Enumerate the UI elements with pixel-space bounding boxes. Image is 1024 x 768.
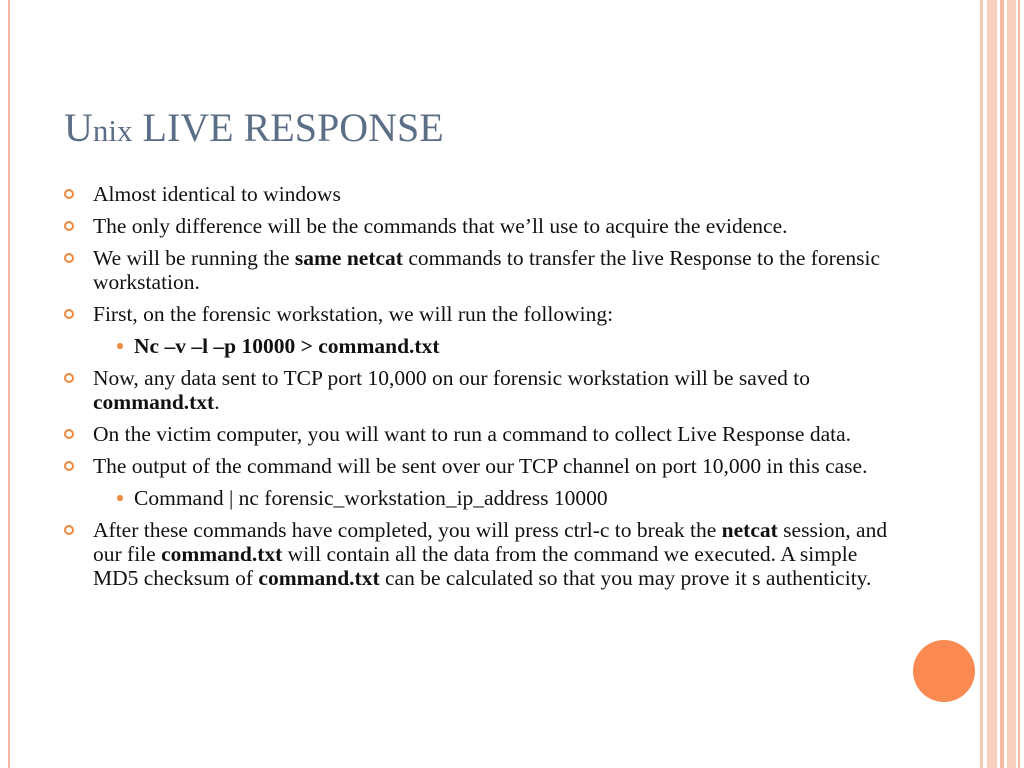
item-text: . — [214, 390, 220, 414]
item-text: Now, any data sent to TCP port 10,000 on our forensic workstation will be saved to — [93, 366, 810, 390]
list-item — [64, 518, 894, 590]
bullet-ring-icon — [64, 373, 74, 383]
accent-circle — [913, 640, 975, 702]
item-bold: command.txt — [161, 542, 283, 566]
stripe — [987, 0, 997, 768]
item-text: We will be running the — [93, 246, 295, 270]
slide-left-border-line — [8, 0, 10, 768]
list-item — [64, 246, 894, 294]
sub-list-item — [64, 334, 894, 358]
list-item — [64, 214, 894, 238]
bullet-ring-icon — [64, 253, 74, 263]
item-bold: command.txt — [93, 390, 215, 414]
item-text: First, on the forensic workstation, we will run the following: — [93, 302, 614, 326]
stripe — [1000, 0, 1004, 768]
list-item — [64, 422, 894, 446]
bullet-ring-icon — [64, 525, 74, 535]
stripe — [1018, 0, 1020, 768]
item-text: will contain all the data from the command we executed. A simple MD5 checksum of — [93, 542, 858, 590]
item-text: The output of the command will be sent over our TCP channel on port 10,000 in this case. — [93, 454, 868, 478]
stripe — [1007, 0, 1016, 768]
list-item — [64, 182, 894, 206]
item-text: After these commands have completed, you will press ctrl-c to break the — [93, 518, 722, 542]
bullet-ring-icon — [64, 461, 74, 471]
item-text: session, and our file — [93, 518, 888, 566]
item-text: On the victim computer, you will want to run a command to collect Live Response data. — [93, 422, 852, 446]
command-text: Command | nc forensic_workstation_ip_address 10000 — [134, 486, 608, 510]
slide-title — [64, 104, 444, 155]
bullet-list — [64, 182, 894, 598]
command-text: Nc –v –l –p 10000 > command.txt — [134, 334, 440, 358]
bullet-ring-icon — [64, 309, 74, 319]
bullet-ring-icon — [64, 221, 74, 231]
list-item — [64, 302, 894, 326]
item-text: can be calculated so that you may prove it s authenticity. — [379, 566, 872, 590]
list-item — [64, 366, 894, 414]
item-bold: command.txt — [258, 566, 380, 590]
sub-list-item — [64, 486, 894, 510]
bullet-ring-icon — [64, 189, 74, 199]
item-text: The only difference will be the commands that we’ll use to acquire the evidence. — [93, 214, 788, 238]
item-bold: same netcat — [294, 246, 403, 270]
bullet-ring-icon — [64, 429, 74, 439]
item-text: commands to transfer the live Response to the forensic workstation. — [93, 246, 881, 294]
item-text: Almost identical to windows — [93, 182, 341, 206]
title-rest: LIVE RESPONSE — [132, 105, 444, 150]
bullet-dot-icon — [117, 495, 123, 501]
decorative-stripes — [976, 0, 1024, 768]
bullet-dot-icon — [117, 343, 123, 349]
item-bold: netcat — [721, 518, 778, 542]
stripe — [980, 0, 983, 768]
title-small-caps: nix — [92, 113, 133, 148]
title-first-letter: U — [64, 105, 93, 150]
list-item — [64, 454, 894, 478]
